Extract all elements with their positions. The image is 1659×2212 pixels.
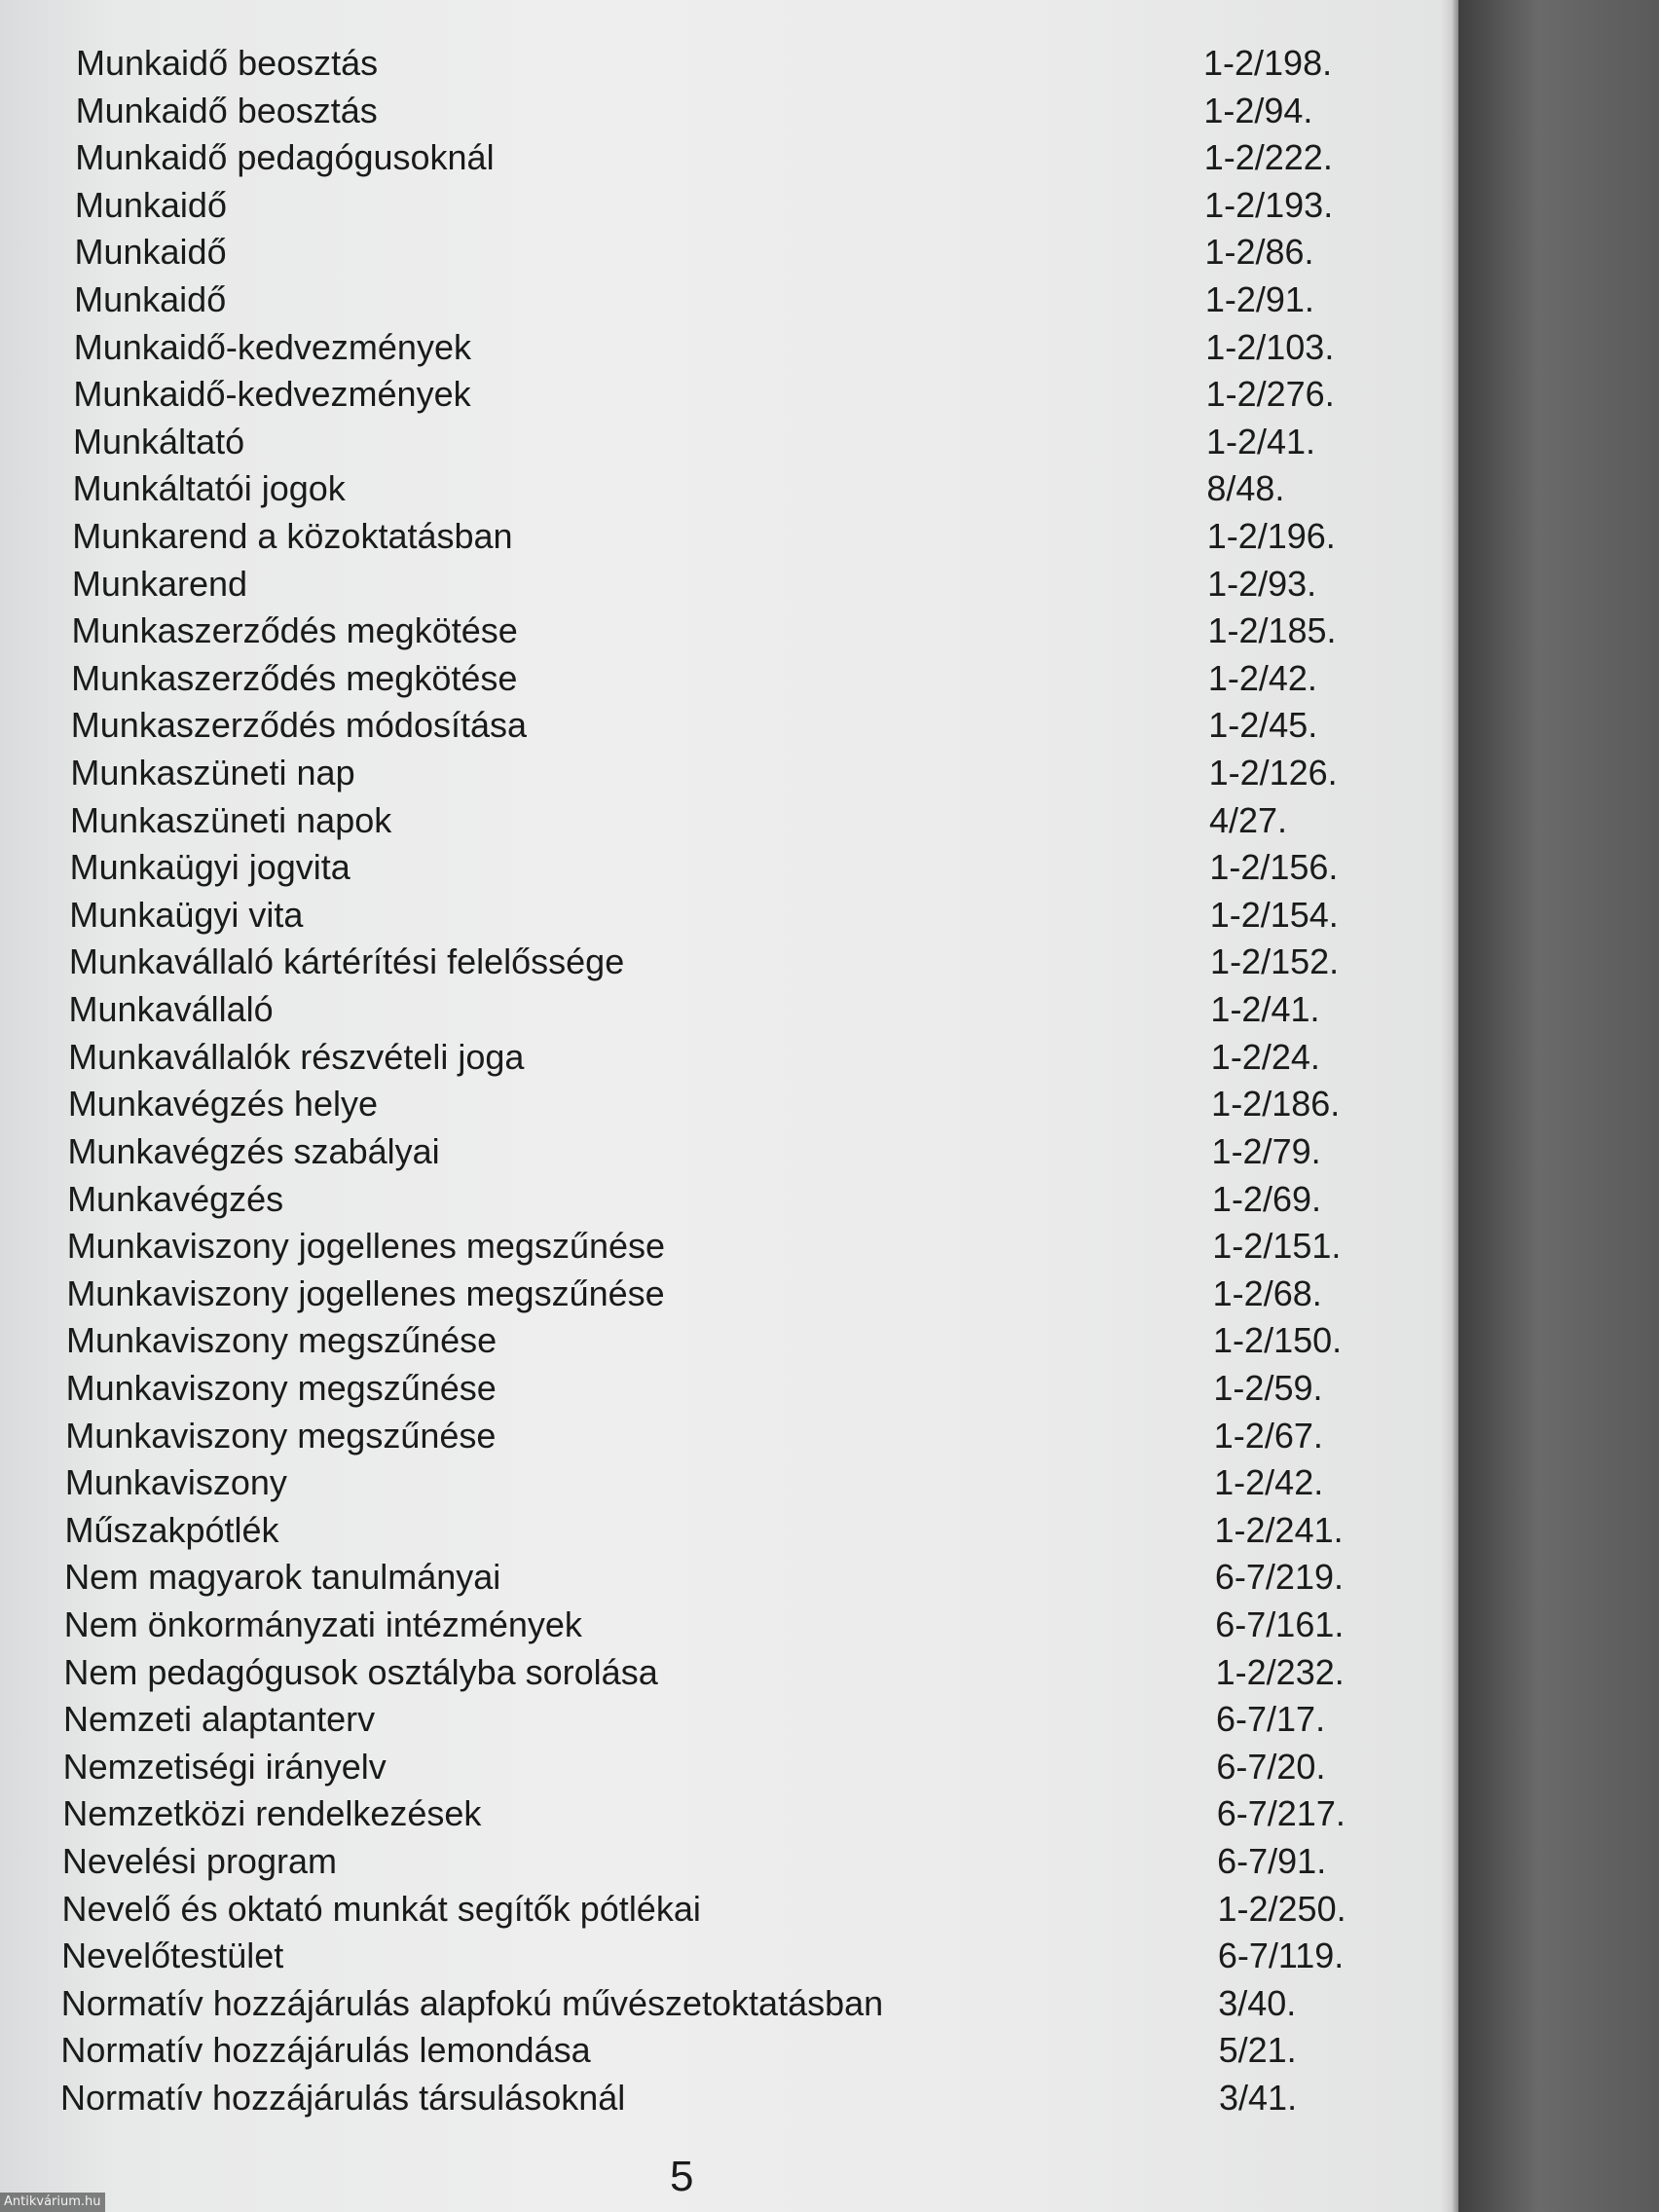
- index-reference: 1-2/59.: [1213, 1367, 1323, 1408]
- index-entry: [67, 1176, 1402, 1223]
- index-term: Munkavállaló kártérítési felelőssége: [68, 941, 625, 982]
- index-entry: [70, 750, 1402, 796]
- index-reference: 3/41.: [1219, 2078, 1298, 2118]
- index-reference: 6-7/161.: [1215, 1604, 1345, 1644]
- index-term: Műszakpótlék: [64, 1509, 279, 1550]
- index-entry: [73, 371, 1402, 418]
- page-number: 5: [670, 2153, 694, 2200]
- index-reference: 1-2/91.: [1204, 279, 1314, 320]
- index-term: Munkaidő beosztás: [75, 90, 378, 130]
- index-term: Munkaszerződés megkötése: [71, 610, 518, 651]
- index-entry: [61, 1980, 1402, 2027]
- index-term: Munkaidő-kedvezmények: [73, 374, 471, 415]
- index-reference: 6-7/219.: [1214, 1557, 1344, 1598]
- index-term: Nem magyarok tanulmányai: [64, 1557, 501, 1598]
- index-term: Munkavégzés szabályai: [67, 1130, 440, 1171]
- index-reference: 1-2/93.: [1207, 563, 1317, 604]
- page-edge: [1441, 0, 1458, 2212]
- index-term: Nevelő és oktató munkát segítők pótlékai: [61, 1888, 701, 1929]
- index-reference: 1-2/196.: [1206, 516, 1336, 557]
- index-term: Munkaidő beosztás: [76, 43, 379, 83]
- index-term: Munkaidő pedagógusoknál: [75, 137, 495, 178]
- index-reference: 1-2/185.: [1207, 610, 1337, 651]
- index-entry: [69, 892, 1402, 939]
- index-reference: 1-2/186.: [1211, 1084, 1341, 1124]
- index-term: Nevelési program: [61, 1840, 337, 1881]
- index-entry: [71, 702, 1402, 749]
- index-entry: [75, 134, 1402, 181]
- index-reference: 1-2/152.: [1210, 941, 1340, 982]
- index-entry: [67, 1128, 1402, 1175]
- index-reference: 1-2/86.: [1204, 232, 1314, 273]
- index-entry: [65, 1459, 1402, 1506]
- index-reference: 1-2/250.: [1217, 1888, 1346, 1929]
- index-reference: 1-2/41.: [1210, 989, 1320, 1030]
- index-entry: [68, 1034, 1402, 1081]
- index-reference: 1-2/222.: [1203, 137, 1333, 178]
- index-entry: [75, 229, 1402, 276]
- index-entry: [63, 1744, 1402, 1790]
- index-term: Normatív hozzájárulás alapfokú művészetoktatásban: [60, 1982, 884, 2023]
- index-entry: [72, 561, 1402, 608]
- index-term: Nemzetközi rendelkezések: [62, 1793, 482, 1834]
- index-term: Munkavégzés helye: [67, 1084, 378, 1124]
- index-reference: 3/40.: [1218, 1982, 1297, 2023]
- index-entry: [63, 1649, 1402, 1696]
- index-entry: [62, 1838, 1402, 1885]
- index-reference: 6-7/217.: [1216, 1793, 1346, 1834]
- watermark: Antikvárium.hu: [0, 2193, 105, 2212]
- index-term: Munkaszüneti napok: [70, 799, 392, 840]
- index-reference: 1-2/42.: [1214, 1462, 1324, 1503]
- index-reference: 1-2/45.: [1208, 705, 1318, 746]
- index-reference: 5/21.: [1218, 2030, 1297, 2071]
- index-entry: [74, 276, 1402, 323]
- index-term: Munkaidő: [74, 232, 227, 273]
- index-term: Munkaszerződés módosítása: [70, 705, 528, 746]
- index-entry: [66, 1271, 1402, 1317]
- backdrop: [1458, 0, 1659, 2212]
- index-term: Nevelőtestület: [61, 1936, 284, 1976]
- index-reference: 1-2/151.: [1212, 1226, 1342, 1267]
- index-term: Munkaügyi jogvita: [69, 847, 350, 888]
- index-entry: [68, 1081, 1402, 1127]
- index-entry: [66, 1365, 1402, 1412]
- index-reference: 1-2/41.: [1205, 421, 1316, 461]
- index-entry: [74, 324, 1402, 371]
- index-reference: 1-2/193.: [1204, 184, 1334, 225]
- index-term: Munkaidő-kedvezmények: [73, 326, 471, 367]
- index-entry: [71, 655, 1402, 702]
- index-entry: [63, 1696, 1402, 1743]
- index-entry: [65, 1413, 1402, 1459]
- index-term: Normatív hozzájárulás lemondása: [60, 2030, 591, 2071]
- index-reference: 1-2/276.: [1205, 374, 1335, 415]
- index-term: Munkáltató: [73, 421, 245, 461]
- index-term: Munkavállalók részvételi joga: [68, 1036, 525, 1077]
- index-reference: 1-2/103.: [1205, 326, 1335, 367]
- index-term: Munkaviszony megszűnése: [65, 1367, 497, 1408]
- index-reference: 4/27.: [1208, 799, 1288, 840]
- index-entry: [76, 40, 1402, 87]
- index-entry: [75, 182, 1402, 229]
- index-entry: [60, 2027, 1402, 2074]
- index-entry: [72, 513, 1402, 560]
- index-reference: 6-7/119.: [1217, 1936, 1345, 1976]
- index-term: Munkaszerződés megkötése: [71, 657, 518, 698]
- index-entry: [73, 465, 1402, 512]
- index-entry: [66, 1317, 1402, 1364]
- index-reference: 1-2/241.: [1214, 1509, 1344, 1550]
- index-entry: [67, 1223, 1402, 1270]
- index-term: Nem önkormányzati intézmények: [63, 1604, 582, 1644]
- index-term: Munkaviszony jogellenes megszűnése: [66, 1272, 665, 1313]
- index-term: Munkaviszony megszűnése: [65, 1320, 498, 1361]
- index-entry: [73, 419, 1402, 465]
- index-reference: 1-2/156.: [1209, 847, 1339, 888]
- index-term: Munkaviszony: [64, 1462, 287, 1503]
- index-term: Munkaidő: [74, 184, 227, 225]
- index-entry: [69, 939, 1402, 985]
- index-entry: [69, 986, 1402, 1033]
- index-reference: 6-7/91.: [1217, 1840, 1327, 1881]
- index-term: Munkarend: [71, 563, 248, 604]
- index-term: Munkarend a közoktatásban: [72, 516, 513, 557]
- index-entry: [70, 844, 1402, 891]
- index-term: Munkavállaló: [68, 989, 274, 1030]
- index-reference: 1-2/24.: [1210, 1036, 1320, 1077]
- index-reference: 1-2/67.: [1213, 1415, 1323, 1456]
- index-term: Nem pedagógusok osztályba sorolása: [63, 1651, 658, 1692]
- index-entry: [61, 1886, 1402, 1933]
- index-entry: [64, 1507, 1402, 1554]
- index-reference: 6-7/20.: [1216, 1746, 1326, 1787]
- index-reference: 1-2/42.: [1207, 657, 1317, 698]
- index-reference: 1-2/126.: [1208, 753, 1338, 793]
- index-reference: 8/48.: [1206, 468, 1285, 509]
- index-term: Munkaidő: [74, 279, 227, 320]
- index-entry: [60, 2075, 1402, 2121]
- index-reference: 1-2/154.: [1209, 894, 1339, 935]
- index-reference: 1-2/150.: [1213, 1320, 1343, 1361]
- index-reference: 1-2/232.: [1215, 1651, 1345, 1692]
- index-reference: 1-2/198.: [1203, 43, 1333, 83]
- index-reference: 1-2/69.: [1211, 1178, 1321, 1219]
- index-term: Munkaviszony megszűnése: [65, 1415, 497, 1456]
- index-term: Munkáltatói jogok: [72, 468, 346, 509]
- index-term: Normatív hozzájárulás társulásoknál: [60, 2078, 626, 2118]
- index-reference: 1-2/79.: [1211, 1130, 1321, 1171]
- index-entry: [72, 608, 1402, 654]
- index-term: Munkavégzés: [67, 1178, 284, 1219]
- index-entry: [70, 797, 1402, 844]
- index-term: Munkaviszony jogellenes megszűnése: [66, 1226, 666, 1267]
- index-reference: 6-7/17.: [1216, 1699, 1326, 1740]
- index-term: Munkaügyi vita: [69, 894, 304, 935]
- index-term: Munkaszüneti nap: [70, 753, 355, 793]
- index-entry: [76, 88, 1402, 134]
- index-entry: [62, 1790, 1402, 1837]
- index-reference: 1-2/94.: [1203, 90, 1313, 130]
- index-term: Nemzetiségi irányelv: [62, 1746, 387, 1787]
- index-entry: [61, 1933, 1402, 1979]
- index-entry: [64, 1554, 1402, 1601]
- index-entry: [64, 1602, 1402, 1648]
- index-reference: 1-2/68.: [1212, 1272, 1322, 1313]
- index-term: Nemzeti alaptanterv: [62, 1699, 376, 1740]
